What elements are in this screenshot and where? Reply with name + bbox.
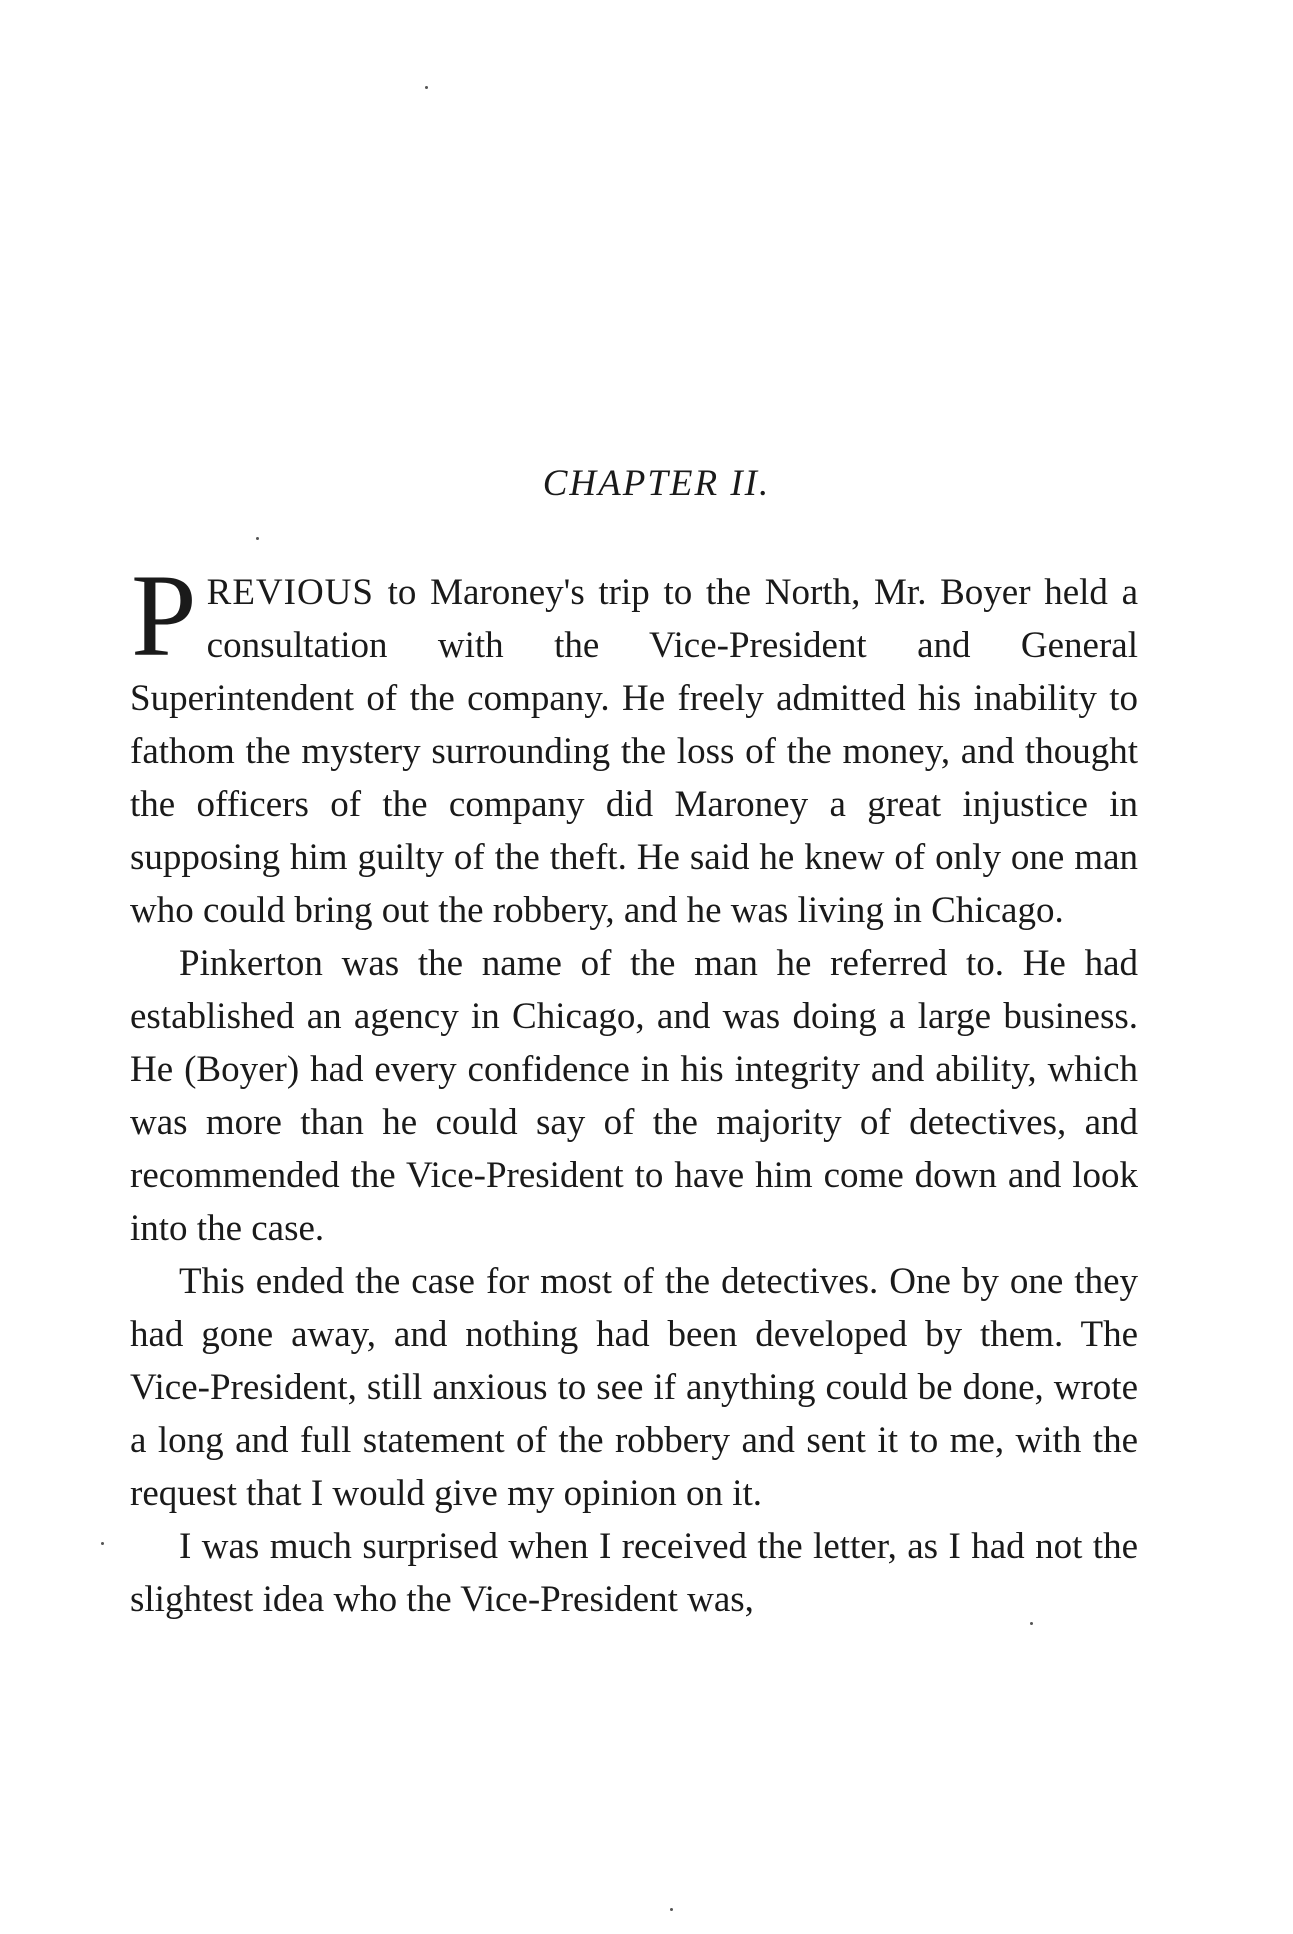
paragraph-4: I was much surprised when I received the letter, as I had not the slightest idea who the Vice-President was,	[130, 1526, 1138, 1620]
paragraph-2: Pinkerton was the name of the man he referred to. He had established an agency in Chicago, and was doing a large business. He (Boyer) had every confidence in his integrity and ability, which was more than he could say of the majority of detectives, and recommended the Vice-President to have him come down and look into the case.	[130, 943, 1138, 1249]
paragraph-1-text: to Maroney's trip to the North, Mr. Boyer held a consultation with the Vice-President and General Superintendent of the company. He freely admitted his inability to fathom the mystery surrounding the loss of the money, and thought the officers of the company did Maroney a great injustice in supposing him guilty of the theft. He said he knew of only one man who could bring out the robbery, and he was living in Chicago.	[130, 572, 1138, 931]
scan-speck	[101, 1542, 104, 1545]
paragraph-3: This ended the case for most of the detectives. One by one they had gone away, and nothing had been developed by them. The Vice-President, still anxious to see if anything could be done, wrote a long and full statement of the robbery and sent it to me, with the request that I would give my opinion on it.	[130, 1261, 1138, 1514]
scan-speck	[425, 86, 428, 89]
scan-speck	[256, 537, 259, 540]
scan-speck	[670, 1908, 673, 1911]
chapter-title: CHAPTER II.	[542, 463, 771, 504]
opening-word: REVIOUS	[206, 572, 374, 613]
body-text	[130, 550, 1138, 1626]
drop-cap: P	[131, 550, 197, 681]
paragraph-1	[130, 550, 1138, 937]
